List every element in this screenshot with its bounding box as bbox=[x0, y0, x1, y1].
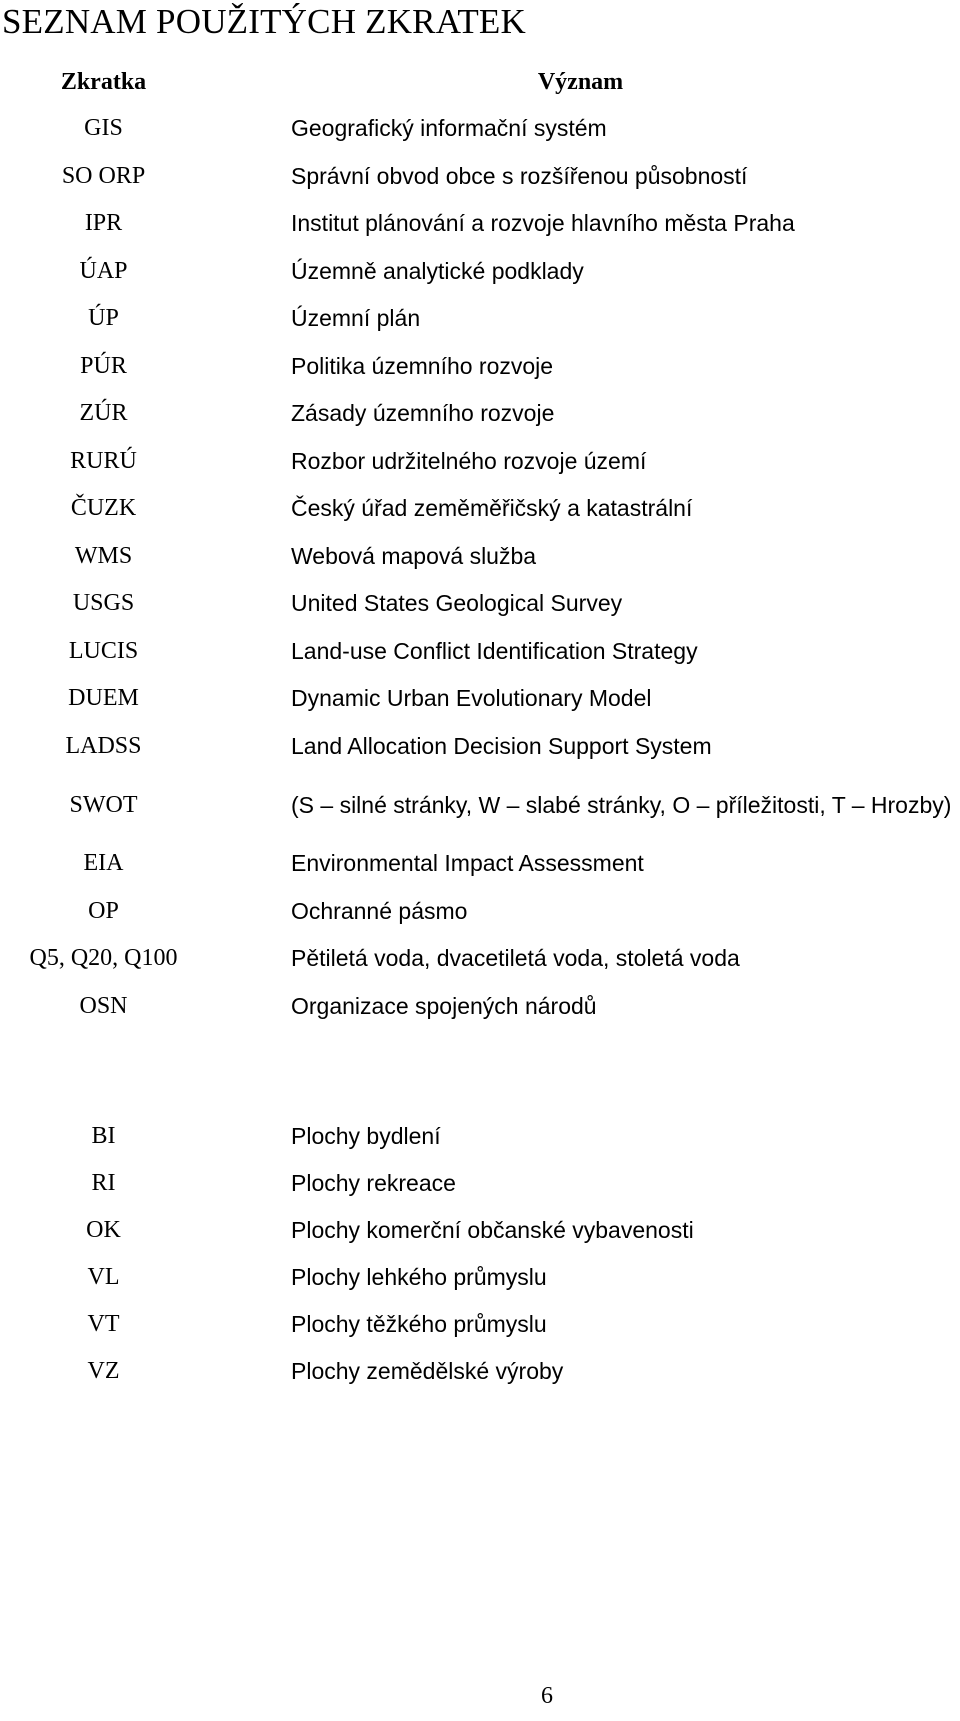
table-row bbox=[0, 1160, 960, 1207]
meaning-cell: United States Geological Survey bbox=[291, 590, 623, 617]
abbr-cell: LADSS bbox=[65, 732, 142, 759]
table-row bbox=[0, 770, 960, 840]
meaning-cell: Územně analytické podklady bbox=[291, 257, 584, 284]
abbr-cell: OK bbox=[86, 1217, 121, 1243]
meaning-cell: Environmental Impact Assessment bbox=[291, 850, 644, 877]
abbr-cell: ÚP bbox=[88, 305, 119, 332]
table-row bbox=[0, 840, 960, 888]
table-row bbox=[0, 1113, 960, 1160]
abbr-cell: ČUZK bbox=[70, 495, 137, 522]
table-row bbox=[0, 153, 960, 201]
abbr-cell: VL bbox=[87, 1264, 120, 1290]
meaning-cell: Rozbor udržitelného rozvoje území bbox=[291, 447, 647, 474]
abbr-cell: LUCIS bbox=[68, 637, 139, 664]
meaning-cell: Geografický informační systém bbox=[291, 115, 607, 142]
table-row bbox=[0, 105, 960, 153]
abbr-cell: EIA bbox=[83, 850, 124, 877]
meaning-cell: Politika územního rozvoje bbox=[291, 352, 554, 379]
table-row bbox=[0, 533, 960, 581]
header-abbr: Zkratka bbox=[60, 68, 147, 95]
meaning-cell: Webová mapová služba bbox=[291, 542, 537, 569]
abbr-cell: VZ bbox=[87, 1358, 120, 1384]
abbr-cell: SWOT bbox=[69, 791, 138, 818]
abbr-cell: OP bbox=[88, 897, 119, 924]
table-row bbox=[0, 580, 960, 628]
table-row bbox=[0, 723, 960, 771]
abbr-cell: VT bbox=[87, 1311, 120, 1337]
abbr-cell: RURÚ bbox=[70, 447, 137, 474]
land-use-table bbox=[0, 1113, 960, 1395]
abbr-cell: USGS bbox=[72, 590, 135, 617]
table-row bbox=[0, 200, 960, 248]
header-meaning: Význam bbox=[537, 68, 624, 95]
table-row bbox=[0, 343, 960, 391]
meaning-cell: Dynamic Urban Evolutionary Model bbox=[291, 685, 652, 712]
meaning-cell: Land-use Conflict Identification Strategy bbox=[291, 637, 698, 664]
abbr-cell: IPR bbox=[84, 210, 123, 237]
meaning-cell: Land Allocation Decision Support System bbox=[291, 732, 712, 759]
abbr-cell: BI bbox=[91, 1123, 116, 1149]
meaning-cell: Pětiletá voda, dvacetiletá voda, stoletá voda bbox=[291, 945, 740, 972]
abbr-cell: ÚAP bbox=[79, 257, 128, 284]
meaning-cell: Institut plánování a rozvoje hlavního města Praha bbox=[291, 210, 795, 237]
meaning-cell: Územní plán bbox=[291, 305, 421, 332]
page-number: 6 bbox=[541, 1683, 553, 1709]
abbr-cell: GIS bbox=[84, 115, 123, 142]
table-row bbox=[0, 888, 960, 936]
meaning-cell: Český úřad zeměměřičský a katastrální bbox=[291, 495, 693, 522]
abbr-cell: Q5, Q20, Q100 bbox=[29, 945, 178, 972]
abbr-cell: RI bbox=[91, 1170, 116, 1196]
table-row bbox=[0, 1301, 960, 1348]
table-row bbox=[0, 438, 960, 486]
abbr-cell: SO ORP bbox=[61, 162, 146, 189]
table-row bbox=[0, 935, 960, 983]
table-row bbox=[0, 1348, 960, 1395]
meaning-cell: Plochy bydlení bbox=[291, 1123, 441, 1149]
meaning-cell: Správní obvod obce s rozšířenou působností bbox=[291, 162, 748, 189]
table-row bbox=[0, 675, 960, 723]
meaning-cell: Organizace spojených národů bbox=[291, 992, 597, 1019]
meaning-cell: Zásady územního rozvoje bbox=[291, 400, 555, 427]
abbr-cell: ZÚR bbox=[79, 400, 128, 427]
table-row bbox=[0, 1207, 960, 1254]
meaning-cell: Ochranné pásmo bbox=[291, 897, 468, 924]
meaning-cell: (S – silné stránky, W – slabé stránky, O – příležitosti, T – Hrozby) bbox=[291, 792, 952, 818]
table-row bbox=[0, 628, 960, 676]
table-row bbox=[0, 295, 960, 343]
meaning-cell: Plochy lehkého průmyslu bbox=[291, 1264, 547, 1290]
table-row bbox=[0, 390, 960, 438]
abbr-cell: DUEM bbox=[68, 685, 139, 712]
meaning-cell: Plochy těžkého průmyslu bbox=[291, 1311, 547, 1337]
meaning-cell: Plochy zemědělské výroby bbox=[291, 1358, 564, 1384]
abbreviations-table bbox=[0, 59, 960, 1030]
meaning-cell: Plochy komerční občanské vybavenosti bbox=[291, 1217, 694, 1243]
table-row bbox=[0, 485, 960, 533]
page-title: SEZNAM POUŽITÝCH ZKRATEK bbox=[2, 2, 526, 41]
meaning-cell: Plochy rekreace bbox=[291, 1170, 456, 1196]
table-row bbox=[0, 983, 960, 1031]
abbr-cell: OSN bbox=[79, 992, 128, 1019]
abbr-cell: WMS bbox=[74, 542, 133, 569]
abbr-cell: PÚR bbox=[80, 352, 127, 379]
table-row bbox=[0, 1254, 960, 1301]
table-header-row bbox=[0, 59, 960, 105]
table-row bbox=[0, 248, 960, 296]
